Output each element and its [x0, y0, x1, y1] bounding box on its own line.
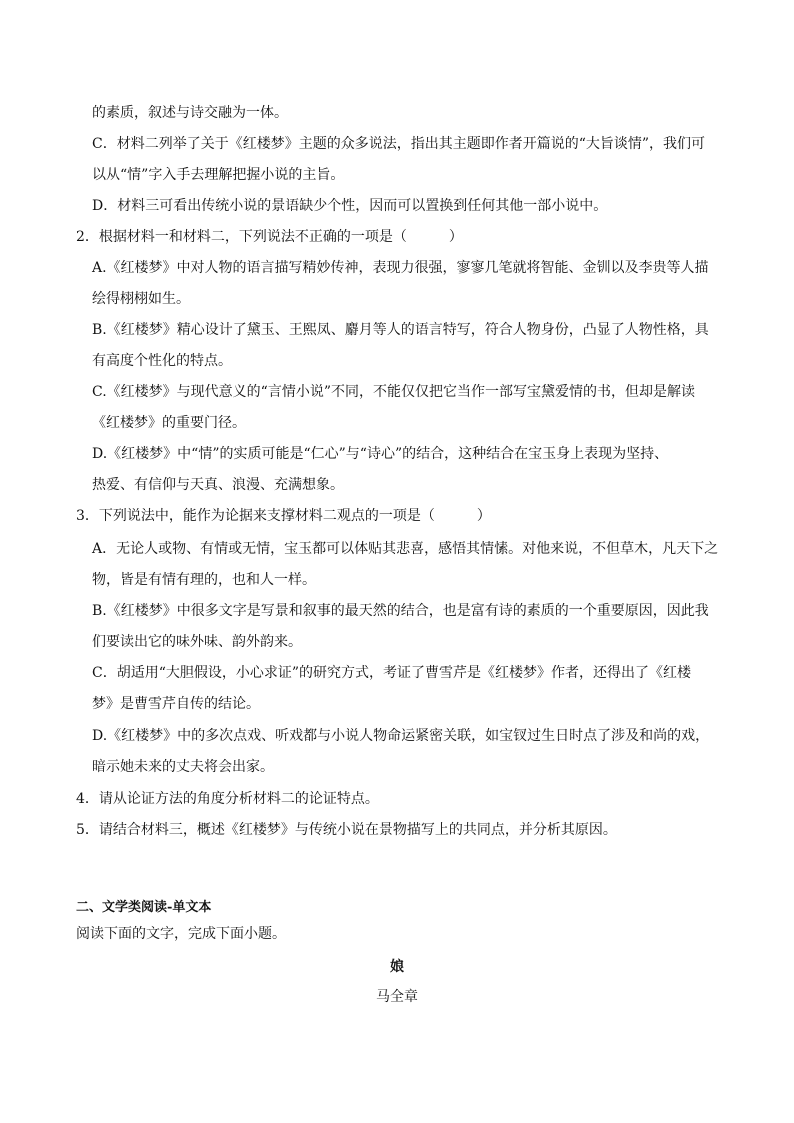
q2-option-d-line1: D.《红楼梦》中“情”的实质可能是“仁心”与“诗心”的结合，这种结合在宝玉身上表现为坚持、	[92, 446, 669, 462]
q3-option-d-line1: D.《红楼梦》中的多次点戏、听戏都与小说人物命运紧密关联，如宝钗过生日时点了涉及和尚的戏，	[92, 728, 710, 744]
section-instruction: 阅读下面的文字，完成下面小题。	[76, 926, 286, 942]
q4-stem: 4．请从论证方法的角度分析材料二的论证特点。	[76, 791, 379, 807]
section-heading: 二、文学类阅读-单文本	[76, 900, 212, 915]
q1-option-b-tail: 的素质，叙述与诗交融为一体。	[92, 105, 288, 121]
q1-option-d: D．材料三可看出传统小说的景语缺少个性，因而可以置换到任何其他一部小说中。	[92, 198, 608, 214]
q3-stem: 3．下列说法中，能作为论据来支撑材料二观点的一项是（ ）	[76, 508, 491, 524]
q2-option-d-line2: 热爱、有信仰与天真、浪漫、充满想象。	[92, 477, 344, 493]
q3-option-a-line1: A．无论人或物、有情或无情，宝玉都可以体贴其悲喜，感悟其情愫。对他来说，不但草木，凡天下之	[92, 541, 719, 557]
q3-option-c-line1: C．胡适用“大胆假设，小心求证”的研究方式，考证了曹雪芹是《红楼梦》作者，还得出了《红楼	[92, 665, 692, 681]
q2-option-a-line1: A.《红楼梦》中对人物的语言描写精妙传神，表现力很强，寥寥几笔就将智能、金钏以及李贵等人描	[92, 260, 709, 276]
q1-option-c-line2: 以从“情”字入手去理解把握小说的主旨。	[92, 167, 345, 183]
q5-stem: 5．请结合材料三，概述《红楼梦》与传统小说在景物描写上的共同点，并分析其原因。	[76, 822, 617, 838]
article-author: 马全章	[376, 989, 418, 1005]
q3-option-a-line2: 物，皆是有情有理的，也和人一样。	[92, 572, 316, 588]
q2-option-c-line2: 《红楼梦》的重要门径。	[92, 415, 246, 431]
q1-option-c-line1: C．材料二列举了关于《红楼梦》主题的众多说法，指出其主题即作者开篇说的“大旨谈情”，我们可	[92, 136, 706, 152]
q2-stem: 2．根据材料一和材料二，下列说法不正确的一项是（ ）	[76, 229, 463, 245]
q2-option-a-line2: 绘得栩栩如生。	[92, 291, 190, 307]
q3-option-d-line2: 暗示她未来的丈夫将会出家。	[92, 759, 274, 775]
q3-option-b-line1: B.《红楼梦》中很多文字是写景和叙事的最天然的结合，也是富有诗的素质的一个重要原因，因此我	[92, 603, 709, 619]
q3-option-b-line2: 们要读出它的味外味、韵外韵来。	[92, 634, 302, 650]
article-title: 娘	[390, 959, 404, 975]
q2-option-b-line2: 有高度个性化的特点。	[92, 353, 232, 369]
q3-option-c-line2: 梦》是曹雪芹自传的结论。	[92, 696, 260, 712]
q2-option-b-line1: B.《红楼梦》精心设计了黛玉、王熙凤、麝月等人的语言特写，符合人物身份，凸显了人物性格，具	[92, 322, 709, 338]
q2-option-c-line1: C.《红楼梦》与现代意义的“言情小说”不同，不能仅仅把它当作一部写宝黛爱情的书，但却是解读	[92, 384, 695, 400]
